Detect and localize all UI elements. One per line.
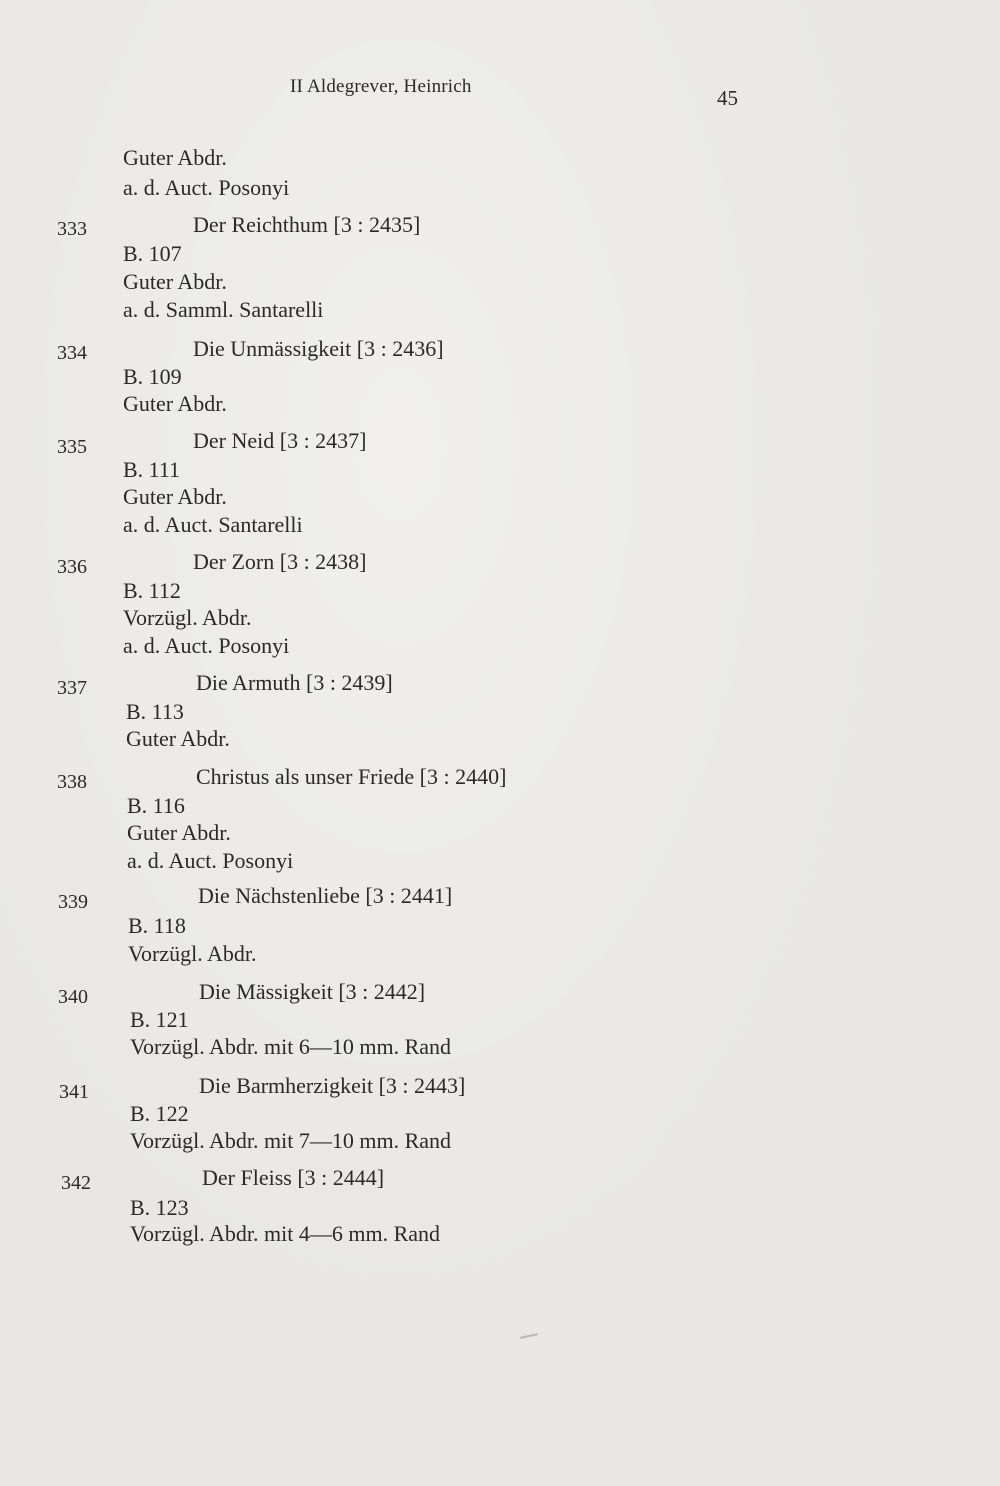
entry-title: Der Zorn [3 : 2438]	[193, 549, 367, 574]
entry-line: a. d. Auct. Santarelli	[123, 512, 303, 537]
entry-number: 336	[57, 556, 87, 578]
paper-mark	[520, 1333, 538, 1339]
entry-title: Die Barmherzigkeit [3 : 2443]	[199, 1073, 466, 1098]
page-number: 45	[717, 86, 738, 110]
entry-line: Guter Abdr.	[126, 726, 230, 751]
entry-line: a. d. Samml. Santarelli	[123, 297, 324, 322]
continuation-line: Guter Abdr.	[123, 145, 227, 170]
entry-line: a. d. Auct. Posonyi	[127, 848, 294, 873]
entry-line: Guter Abdr.	[123, 484, 227, 509]
entry-line: B. 118	[128, 913, 186, 938]
entry-line: Vorzügl. Abdr. mit 7—10 mm. Rand	[130, 1128, 452, 1153]
continuation-line: a. d. Auct. Posonyi	[123, 175, 290, 200]
entry-line: B. 122	[130, 1101, 189, 1126]
entry-title: Die Mässigkeit [3 : 2442]	[199, 979, 426, 1004]
entry-line: Vorzügl. Abdr. mit 6—10 mm. Rand	[130, 1034, 452, 1059]
entry-line: Vorzügl. Abdr.	[128, 941, 257, 966]
entry-line: B. 121	[130, 1007, 189, 1032]
entry-line: B. 109	[123, 364, 182, 389]
entry-number: 334	[57, 342, 87, 364]
entry-title: Der Reichthum [3 : 2435]	[193, 212, 421, 237]
entry-number: 333	[57, 218, 87, 240]
entry-number: 342	[61, 1172, 91, 1194]
entry-line: Guter Abdr.	[123, 391, 227, 416]
entry-title: Die Armuth [3 : 2439]	[196, 670, 393, 695]
entry-title: Die Nächstenliebe [3 : 2441]	[198, 883, 453, 908]
entry-number: 340	[58, 986, 88, 1008]
entry-line: B. 116	[127, 793, 185, 818]
entry-number: 337	[57, 677, 87, 699]
entry-line: Guter Abdr.	[123, 269, 227, 294]
entry-line: Guter Abdr.	[127, 820, 231, 845]
entry-line: a. d. Auct. Posonyi	[123, 633, 290, 658]
entry-title: Die Unmässigkeit [3 : 2436]	[193, 336, 444, 361]
entry-number: 341	[59, 1081, 89, 1103]
entry-number: 335	[57, 436, 87, 458]
entry-title: Christus als unser Friede [3 : 2440]	[196, 764, 507, 789]
entry-line: B. 111	[123, 457, 181, 482]
entry-number: 339	[58, 891, 88, 913]
entry-line: Vorzügl. Abdr. mit 4—6 mm. Rand	[130, 1221, 441, 1246]
entry-title: Der Neid [3 : 2437]	[193, 428, 367, 453]
entry-line: B. 113	[126, 699, 184, 724]
entry-line: B. 107	[123, 241, 182, 266]
running-head: II Aldegrever, Heinrich	[290, 76, 472, 97]
entry-line: Vorzügl. Abdr.	[123, 605, 252, 630]
entry-line: B. 112	[123, 578, 181, 603]
entry-line: B. 123	[130, 1195, 189, 1220]
entry-number: 338	[57, 771, 87, 793]
entry-title: Der Fleiss [3 : 2444]	[202, 1165, 385, 1190]
